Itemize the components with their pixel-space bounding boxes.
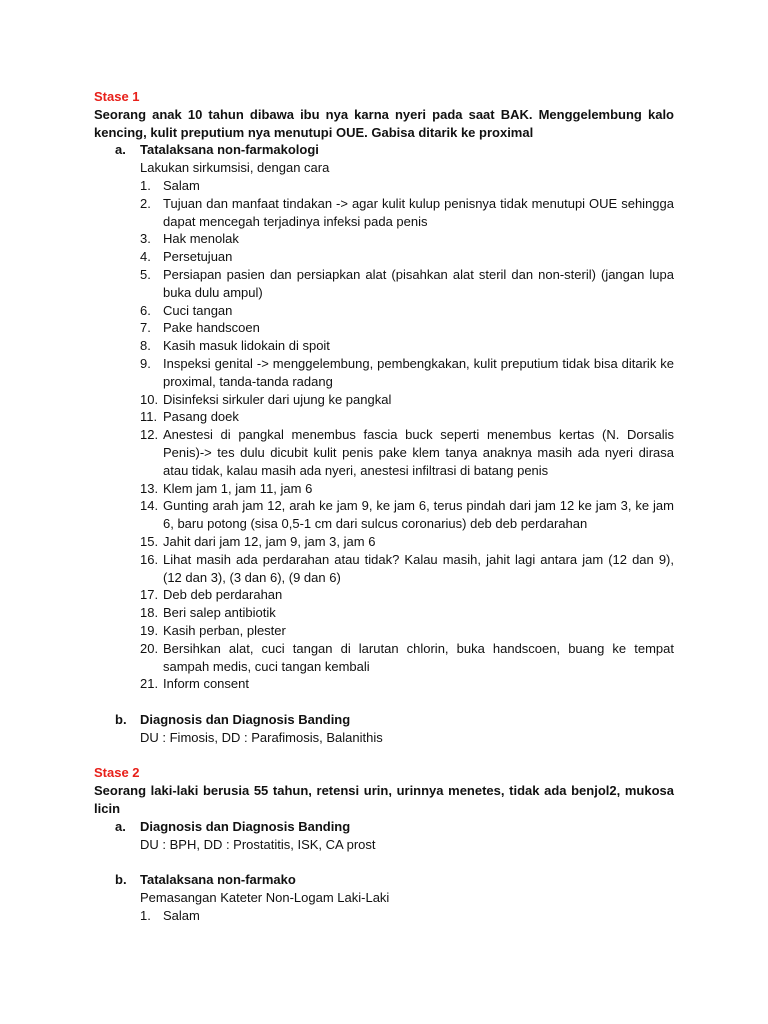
step-number: 16. xyxy=(140,551,159,567)
step-text: Anestesi di pangkal menembus fascia buck seperti menembus kertas (N. Dorsalis Penis)-> tes dulu dicubit kulit penis pake klem tanya anaknya masih ada nyeri dirasa atau tidak, kalau masih ada nyeri, anestesi infiltrasi di batang penis xyxy=(163,427,674,478)
list-item xyxy=(94,230,674,248)
step-text: Beri salep antibiotik xyxy=(163,605,276,621)
stase-1-steps-list xyxy=(94,177,674,693)
list-item xyxy=(94,497,674,533)
section-heading-text: Diagnosis dan Diagnosis Banding xyxy=(140,711,351,727)
list-item xyxy=(94,604,674,622)
list-item xyxy=(94,480,674,498)
section-heading-text: Tatalaksana non-farmako xyxy=(140,872,296,888)
step-text: Inform consent xyxy=(163,676,249,692)
list-item xyxy=(94,907,674,925)
step-text: Kasih masuk lidokain di spoit xyxy=(163,338,330,354)
step-text: Lihat masih ada perdarahan atau tidak? Kalau masih, jahit lagi antara jam (12 dan 9), (12 dan 3), (3 dan 6), (9 dan 6) xyxy=(163,551,674,585)
step-text: Gunting arah jam 12, arah ke jam 9, ke jam 6, terus pindah dari jam 12 ke jam 3, ke jam 6, baru potong (sisa 0,5-1 cm dari sulcus coronarius) deb deb perdarahan xyxy=(163,498,674,532)
step-number: 4. xyxy=(140,249,151,265)
step-number: 15. xyxy=(140,533,159,549)
list-item xyxy=(94,248,674,266)
step-text: Salam xyxy=(163,177,200,193)
list-item xyxy=(94,551,674,587)
list-item xyxy=(94,675,674,693)
step-text: Disinfeksi sirkuler dari ujung ke pangkal xyxy=(163,391,392,407)
stase-1-section-a-intro: Lakukan sirkumsisi, dengan cara xyxy=(140,160,330,176)
step-number: 20. xyxy=(140,640,159,656)
list-item xyxy=(94,302,674,320)
list-item xyxy=(94,337,674,355)
section-marker: b. xyxy=(115,872,127,888)
step-text: Bersihkan alat, cuci tangan di larutan chlorin, buka handscoen, buang ke tempat sampah medis, cuci tangan kembali xyxy=(163,640,674,674)
stase-2-section-a-body: DU : BPH, DD : Prostatitis, ISK, CA prost xyxy=(140,836,376,852)
stase-2-case: Seorang laki-laki berusia 55 tahun, retensi urin, urinnya menetes, tidak ada benjol2, mukosa licin xyxy=(94,783,674,817)
step-text: Persetujuan xyxy=(163,249,233,265)
step-text: Inspeksi genital -> menggelembung, pembengkakan, kulit preputium tidak bisa ditarik ke proximal, tanda-tanda radang xyxy=(163,355,674,389)
list-item xyxy=(94,408,674,426)
step-text: Pasang doek xyxy=(163,409,239,425)
section-heading-text: Diagnosis dan Diagnosis Banding xyxy=(140,818,351,834)
stase-1-title: Stase 1 xyxy=(94,89,140,104)
step-text: Klem jam 1, jam 11, jam 6 xyxy=(163,480,313,496)
step-text: Cuci tangan xyxy=(163,302,233,318)
list-item xyxy=(94,391,674,409)
step-text: Tujuan dan manfaat tindakan -> agar kulit kulup penisnya tidak menutupi OUE sehingga dapat mencegah terjadinya infeksi pada penis xyxy=(163,195,674,229)
step-number: 1. xyxy=(140,177,151,193)
step-number: 17. xyxy=(140,587,159,603)
step-text: Kasih perban, plester xyxy=(163,622,286,638)
step-number: 7. xyxy=(140,320,151,336)
step-text: Hak menolak xyxy=(163,231,239,247)
section-heading-text: Tatalaksana non-farmakologi xyxy=(140,142,319,158)
step-number: 11. xyxy=(140,409,158,425)
list-item xyxy=(94,622,674,640)
section-marker: a. xyxy=(115,142,126,158)
step-number: 1. xyxy=(140,907,151,923)
step-text: Pake handscoen xyxy=(163,320,260,336)
list-item xyxy=(94,533,674,551)
list-item xyxy=(94,319,674,337)
stase-2-steps-list xyxy=(94,907,674,925)
list-item xyxy=(94,640,674,676)
list-item xyxy=(94,426,674,479)
step-text: Jahit dari jam 12, jam 9, jam 3, jam 6 xyxy=(163,533,376,549)
stase-1-case: Seorang anak 10 tahun dibawa ibu nya karna nyeri pada saat BAK. Menggelembung kalo kencing, kulit preputium nya menutupi OUE. Gabisa ditarik ke proximal xyxy=(94,106,674,140)
list-item xyxy=(94,266,674,302)
list-item xyxy=(94,177,674,195)
step-text: Deb deb perdarahan xyxy=(163,587,283,603)
list-item xyxy=(94,586,674,604)
step-number: 18. xyxy=(140,605,159,621)
section-marker: a. xyxy=(115,818,126,834)
step-number: 9. xyxy=(140,355,151,371)
step-number: 12. xyxy=(140,427,159,443)
list-item xyxy=(94,195,674,231)
stase-2-section-b-intro: Pemasangan Kateter Non-Logam Laki-Laki xyxy=(140,890,390,906)
step-number: 14. xyxy=(140,498,159,514)
step-number: 6. xyxy=(140,302,151,318)
stase-2-section-a-heading xyxy=(94,818,674,836)
list-item xyxy=(94,355,674,391)
step-number: 3. xyxy=(140,231,151,247)
stase-2-title: Stase 2 xyxy=(94,765,140,781)
step-number: 8. xyxy=(140,338,151,354)
stase-1-section-b-heading xyxy=(94,711,674,729)
step-number: 2. xyxy=(140,195,151,211)
step-text: Persiapan pasien dan persiapkan alat (pisahkan alat steril dan non-steril) (jangan lupa buka dulu ampul) xyxy=(163,266,674,300)
step-text: Salam xyxy=(163,907,200,923)
step-number: 13. xyxy=(140,480,159,496)
step-number: 5. xyxy=(140,266,151,282)
step-number: 21. xyxy=(140,676,159,692)
stase-2-section-b-heading xyxy=(94,871,674,889)
section-marker: b. xyxy=(115,711,127,727)
step-number: 10. xyxy=(140,391,159,407)
stase-1-section-b-body: DU : Fimosis, DD : Parafimosis, Balanithis xyxy=(140,729,383,745)
stase-1-section-a-heading xyxy=(94,141,674,159)
step-number: 19. xyxy=(140,622,159,638)
